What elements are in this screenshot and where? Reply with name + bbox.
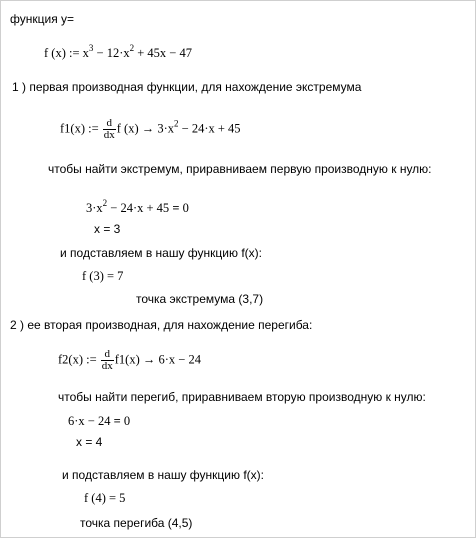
d-numerator-2: d (101, 349, 114, 361)
f1-exp: 2 (174, 118, 179, 129)
d-denominator: dx (103, 129, 115, 141)
step2-equation (68, 413, 130, 429)
step2-solution: x = 4 (76, 435, 103, 449)
step1-value: f (3) = 7 (82, 269, 124, 283)
step1-solution: x = 3 (94, 222, 121, 236)
f2-lhs: f2(x) := (58, 352, 97, 367)
eq2-lhs: 6·x − 24 (68, 414, 114, 428)
step1-equation (86, 200, 189, 216)
eq2-rhs: 0 (120, 414, 131, 428)
step1-heading: 1 ) первая производная функции, для нахождение экстремума (12, 80, 362, 94)
derivative-operator (103, 118, 116, 141)
d-numerator: d (103, 118, 116, 130)
f-def-mid: − 12·x (93, 46, 130, 60)
header-text: функция y= (10, 12, 75, 26)
d-denominator-2: dx (101, 360, 113, 372)
eq1-lhs: 3·x (86, 201, 103, 215)
f1-lhs: f1(x) := (60, 121, 99, 136)
step2-value: f (4) = 5 (84, 491, 126, 505)
step1-result: точка экстремума (3,7) (136, 292, 264, 306)
derivative-operator-2 (101, 349, 114, 372)
f-def-exp2: 2 (129, 43, 135, 53)
f1-rhs: − 24·x + 45 (178, 121, 241, 136)
step1-substitute: и подставляем в нашу функцию f(x): (60, 246, 262, 260)
step2-heading: 2 ) ее вторая производная, для нахождение перегиба: (10, 318, 313, 332)
f1-mid: f (x) → 3·x (116, 121, 175, 136)
eq1-mid: − 24·x + 45 (107, 201, 173, 215)
step1-instruction: чтобы найти экстремум, приравниваем первую производную к нулю: (48, 162, 432, 176)
step2-instruction: чтобы найти перегиб, приравниваем вторую производную к нулю: (58, 390, 426, 404)
f-def-lhs: f (x) := x (44, 46, 89, 60)
f-def-exp1: 3 (88, 43, 94, 53)
second-derivative (58, 349, 201, 372)
function-definition (44, 45, 192, 61)
eq1-exp: 2 (102, 198, 108, 208)
f2-rhs: f1(x) → 6·x − 24 (114, 352, 201, 367)
f-def-rhs: + 45x − 47 (134, 46, 192, 60)
step2-substitute: и подставляем в нашу функцию f(x): (62, 468, 264, 482)
first-derivative (60, 118, 241, 141)
step2-result: точка перегиба (4,5) (80, 516, 193, 530)
eq2-sign: = (113, 414, 121, 428)
eq1-sign: = (172, 201, 180, 215)
eq1-rhs: 0 (179, 201, 189, 215)
